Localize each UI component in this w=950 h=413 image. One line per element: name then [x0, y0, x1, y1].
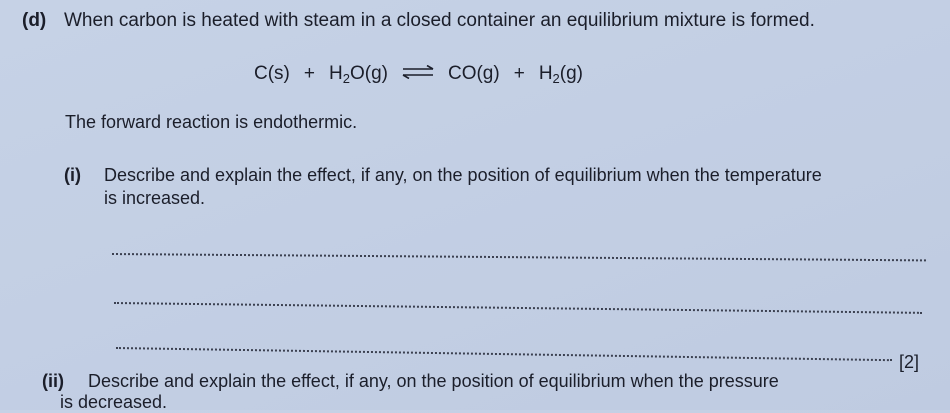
reactant-carbon: C(s) [254, 63, 290, 84]
reactant-water: $H_2O(g)$ [329, 63, 388, 86]
question-ii-label: (ii) [42, 371, 64, 391]
question-ii-text-line1: Describe and explain the effect, if any, on the position of equilibrium when the pressure [88, 371, 779, 391]
chemical-equation [254, 63, 583, 85]
plus-sign: + [513, 63, 525, 84]
question-i-label: (i) [64, 165, 81, 185]
product-hydrogen: $H_2(g)$ [538, 63, 584, 86]
plus-sign: + [303, 63, 315, 84]
question-i-text-line2: is increased. [104, 188, 206, 208]
question-i-text-line1: Describe and explain the effect, if any, on the position of equilibrium when the temperature [104, 165, 822, 185]
question-ii-text-line2: is decreased. [60, 392, 168, 412]
equilibrium-arrow-icon [402, 65, 434, 79]
answer-line-3[interactable] [116, 347, 892, 361]
part-d-label: (d) [22, 10, 47, 31]
answer-line-1[interactable] [112, 253, 926, 261]
product-carbon-monoxide: CO(g) [447, 63, 500, 84]
forward-reaction-note: The forward reaction is endothermic. [65, 112, 358, 132]
marks-label: [2] [899, 352, 920, 372]
part-d-stem: When carbon is heated with steam in a closed container an equilibrium mixture is formed. [64, 10, 815, 31]
answer-line-2[interactable] [114, 302, 922, 314]
